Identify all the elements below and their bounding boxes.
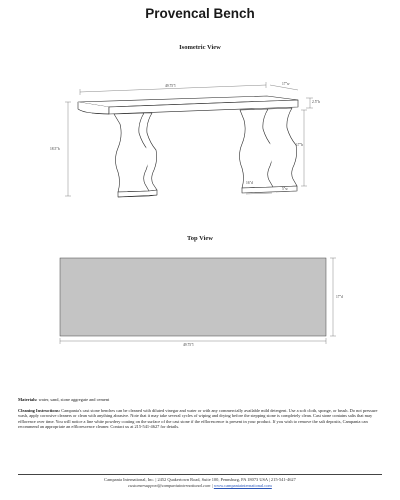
leg-length-dimension-line [246,193,272,194]
materials-label: Materials: [18,397,38,402]
footer-address: Campania International, Inc. | 2452 Quakertown Road, Suite 100, Pennsburg, PA 18073 USA | 215-541-4627 [104,477,296,482]
depth-label: 17"d [336,295,343,299]
cleaning-label: Cleaning Instructions: [18,408,61,413]
footer-divider [18,474,382,475]
footer-email[interactable]: customersupport@campaniainternational.com [128,483,211,488]
height-label: 18.5"h [50,147,60,151]
bench-top-rectangle [60,258,326,336]
top-view-drawing [60,258,326,336]
length-label: 49.75"l [165,84,176,88]
leg-height-label: 17"h [296,143,303,147]
isometric-view-heading: Isometric View [179,44,221,51]
footer-separator: | [211,483,213,488]
leg-length-label: 16"d [246,181,253,185]
materials-text: water, sand, stone aggregate and cement [38,397,110,402]
leg-width-label: 5"w [282,187,288,191]
top-view-heading: Top View [187,235,213,242]
top-length-label: 49.75"l [183,343,194,347]
page-title: Provencal Bench [145,6,255,21]
width-label: 17"w [282,82,290,86]
footer-website-link[interactable]: www.campaniainternational.com [213,483,272,488]
top-thickness-label: 2.5"h [312,100,320,104]
left-leg [114,113,157,197]
cleaning-text: Campania's cast stone benches can be cleaned with diluted vinegar and water or with any commercially available mild detergent. Use a soft cloth, sponge, or brush. Do not pressure wash, apply corrosive cleaners or clean with anything abrasive. Note that it may take several cycles of wiping and drying before the stepping stone is completely clean. Cast stone contains salts that may efflorence over time. You will notice a line white powdery coating on the surface of the cast stone if the efflorescence is present in your product. If you wish to remove the salt deposits, Campania can recommend an appropriate an efflorescence cleaner. Contact us at 215-541-4627 for details. [18,408,378,430]
isometric-bench-drawing [78,96,298,197]
cleaning-instructions [18,408,384,430]
materials-note [18,397,384,402]
footer-contact [0,483,400,488]
